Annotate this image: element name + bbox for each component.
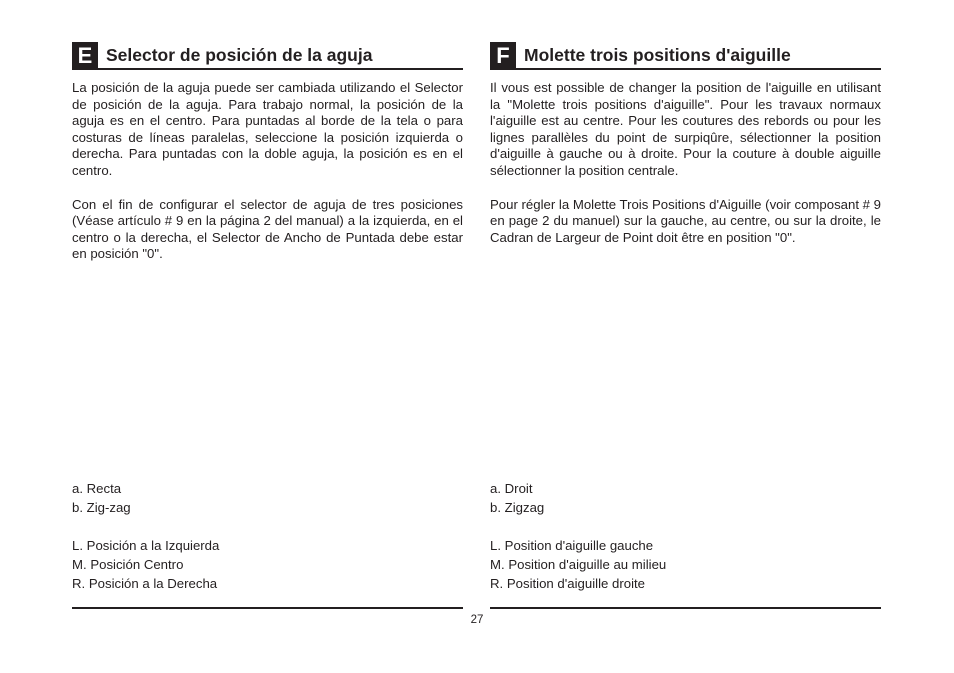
section-title: Molette trois positions d'aiguille — [524, 45, 791, 65]
section-paragraph-1: La posición de la aguja puede ser cambiada utilizando el Selector de posición de la aguja. Para trabajo normal, la posición de la aguja es en el centro. Para puntadas al borde de la tela o para costuras de líneas paralelas, seleccione la posición izquierda o derecha. Para puntadas con la doble aguja, la posición es en el centro. — [72, 80, 463, 178]
section-f — [490, 42, 881, 602]
footer-divider-left — [72, 607, 463, 609]
list-item: R. Position d'aiguille droite — [490, 576, 645, 591]
needle-position-list — [490, 536, 881, 593]
list-item: L. Posición a la Izquierda — [72, 538, 220, 553]
section-paragraph-2: Con el fin de configurar el selector de aguja de tres posiciones (Véase artículo # 9 en la página 2 del manual) a la izquierda, en el centro o la derecha, el Selector de Ancho de Puntada debe estar en posición "0". — [72, 196, 463, 262]
section-title: Selector de posición de la aguja — [106, 45, 373, 65]
list-item: M. Posición Centro — [72, 557, 184, 572]
needle-position-list — [72, 536, 463, 593]
section-paragraph-1: Il vous est possible de changer la position de l'aiguille en utilisant la "Molette trois positions d'aiguille". Pour les travaux normaux l'aiguille est au centre. Pour les coutures des rebords ou pour les lignes parallèles du point de surpiqûre, sélectionner la position d'aiguille à gauche ou à droite. Pour la couture à double aiguille sélectionner la position centrale. — [490, 80, 881, 178]
list-item: R. Posición a la Derecha — [72, 576, 218, 591]
section-f-header — [490, 42, 881, 70]
section-letter-badge: F — [490, 42, 516, 68]
section-e-header — [72, 42, 463, 70]
stitch-type-list — [72, 479, 463, 517]
section-e — [72, 42, 463, 602]
footer-divider-right — [490, 607, 881, 609]
section-paragraph-2: Pour régler la Molette Trois Positions d'Aiguille (voir composant # 9 en page 2 du manuel) sur la gauche, au centre, ou sur la droite, le Cadran de Largeur de Point doit être en position "0". — [490, 196, 881, 245]
list-item: b. Zig-zag — [72, 500, 131, 515]
stitch-type-list — [490, 479, 881, 517]
page-number: 27 — [470, 614, 484, 626]
section-letter-badge: E — [72, 42, 98, 68]
list-item: a. Recta — [72, 481, 122, 496]
list-item: a. Droit — [490, 481, 533, 496]
list-item: b. Zigzag — [490, 500, 545, 515]
list-item: M. Position d'aiguille au milieu — [490, 557, 667, 572]
list-item: L. Position d'aiguille gauche — [490, 538, 654, 553]
